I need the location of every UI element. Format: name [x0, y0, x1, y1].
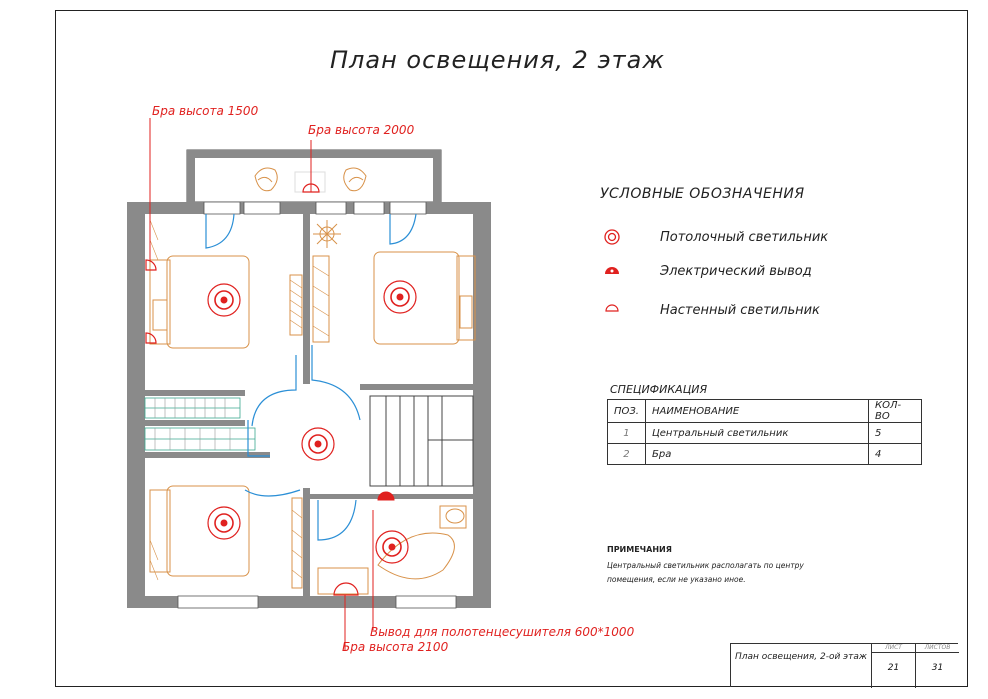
legend-electrical-outlet-icon — [603, 265, 623, 279]
staircase — [370, 396, 473, 486]
legend-ceiling-light-icon — [603, 228, 623, 248]
leader-lines — [150, 118, 373, 650]
ceiling-light-icon — [384, 281, 416, 313]
table-row — [608, 444, 922, 465]
wall-light-icon — [146, 333, 156, 343]
plant-icon — [313, 220, 341, 248]
legend-ceiling-light-label: Потолочный светильник — [660, 230, 829, 245]
notes-title: ПРИМЕЧАНИЯ — [607, 545, 672, 554]
doors — [206, 214, 416, 540]
legend-wall-light-label: Настенный светильник — [660, 303, 820, 318]
spec-pos: 2 — [608, 444, 646, 465]
spec-qty: 5 — [868, 423, 921, 444]
spec-header-qty: КОЛ-ВО — [868, 400, 921, 423]
spec-pos: 1 — [608, 423, 646, 444]
spec-header-name: НАИМЕНОВАНИЕ — [645, 400, 868, 423]
ceiling-light-icon — [302, 428, 334, 460]
table-row — [608, 423, 922, 444]
wall-light-icon — [146, 260, 156, 270]
spec-header-pos: ПОЗ. — [608, 400, 646, 423]
stamp-sheet-label: ЛИСТ — [872, 644, 915, 653]
stamp-sheets-cell — [915, 644, 959, 688]
spec-table — [607, 399, 922, 465]
spec-title: СПЕЦИФИКАЦИЯ — [610, 383, 708, 396]
plan-title: План освещения, 2 этаж — [330, 46, 665, 74]
spec-name: Бра — [645, 444, 868, 465]
wall-light-icon — [334, 583, 358, 595]
stamp-sheet-cell — [871, 644, 915, 688]
electrical-outlet-icon — [378, 492, 394, 500]
outer-walls — [127, 202, 491, 608]
legend-wall-light-icon — [603, 303, 623, 315]
stamp-sheets-label: ЛИСТОВ — [916, 644, 959, 653]
ceiling-light-icon — [208, 507, 240, 539]
balcony — [187, 150, 441, 202]
title-block — [730, 643, 958, 687]
stamp-sheets-total: 31 — [931, 663, 944, 673]
notes-text: Центральный светильник располагать по центру помещения, если не указано иное. — [607, 561, 804, 584]
spec-name: Центральный светильник — [645, 423, 868, 444]
legend-heading: УСЛОВНЫЕ ОБОЗНАЧЕНИЯ — [600, 186, 805, 202]
wall-lights — [146, 184, 358, 595]
spec-qty: 4 — [868, 444, 921, 465]
spec-header-row — [608, 400, 922, 423]
ceiling-light-icon — [208, 284, 240, 316]
legend-electrical-outlet-label: Электрический вывод — [660, 264, 812, 279]
stamp-drawing-name: План освещения, 2-ой этаж — [735, 652, 867, 662]
sconce-2000-label: Бра высота 2000 — [308, 123, 415, 137]
sconce-1500-label: Бра высота 1500 — [152, 104, 259, 118]
ceiling-light-icon — [376, 531, 408, 563]
towel-outlet-label: Вывод для полотенцесушителя 600*1000 — [370, 625, 635, 639]
sconce-2100-label: Бра высота 2100 — [342, 640, 449, 654]
stamp-sheet-number: 21 — [887, 663, 900, 673]
